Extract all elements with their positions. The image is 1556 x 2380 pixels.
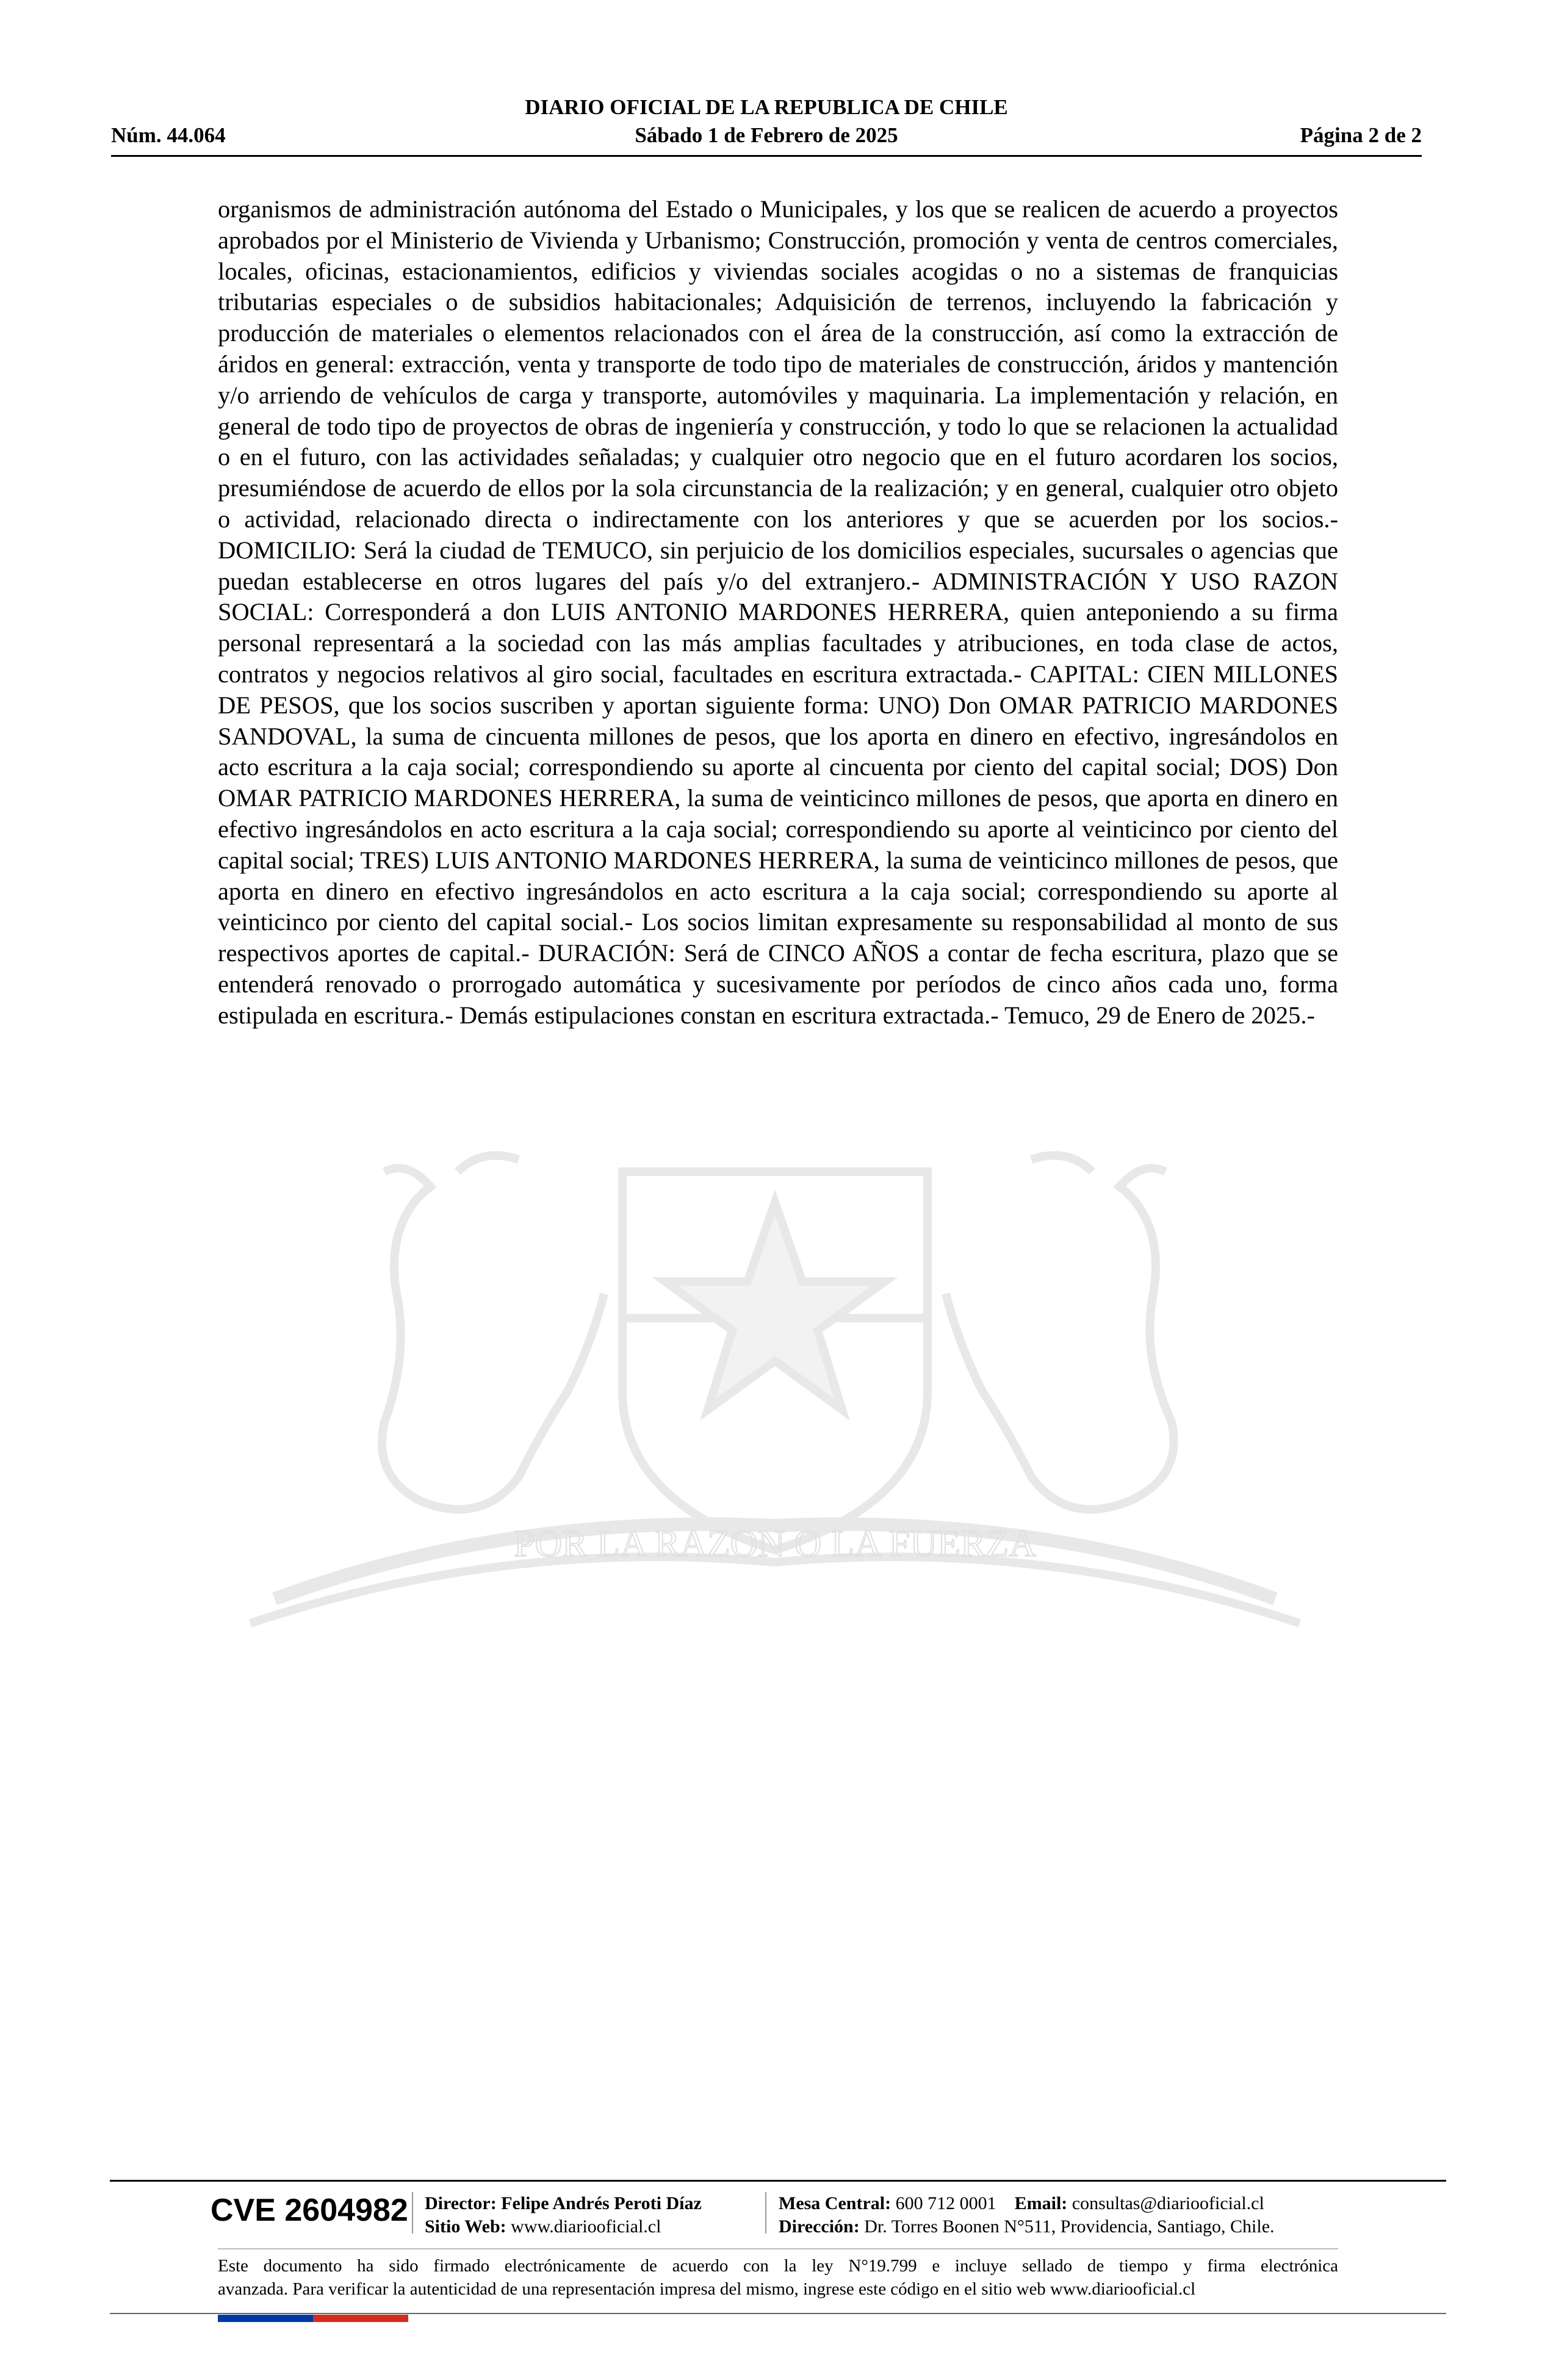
legal-line-2: avanzada. Para verificar la autenticidad de una representación impresa del mismo, ingrese este código en el sitio web www.diariooficial.cl [218, 2279, 1196, 2299]
extract-body-text: organismos de administración autónoma del Estado o Municipales, y los que se realicen de acuerdo a proyectos aprobados por el Ministerio de Vivienda y Urbanismo; Construcción, promoción y venta de centros comerciales, locales, oficinas, estacionamientos, edificios y viviendas sociales acogidas o no a sistemas de franquicias tributarias especiales o de subsidios habitacionales; Adquisición de terrenos, incluyendo la fabricación y producción de materiales o elementos relacionados con el área de la construcción, así como la extracción de áridos en general: extracción, venta y transporte de todo tipo de materiales de construcción, áridos y mantención y/o arriendo de vehículos de carga y transporte, automóviles y maquinaria. La implementación y relación, en general de todo tipo de proyectos de obras de ingeniería y construcción, y todo lo que se relacionen la actualidad o en el futuro, con las actividades señaladas; y cualquier otro negocio que en el futuro acordaren los socios, presumiéndose de acuerdo de ellos por la sola circunstancia de la realización; y en general, cualquier otro objeto o actividad, relacionado directa o indirectamente con los anteriores y que se acuerden por los socios.- DOMICILIO: Será la ciudad de TEMUCO, sin perjuicio de los domicilios especiales, sucursales o agencias que puedan establecerse en otros lugares del país y/o del extranjero.- ADMINISTRACIÓN Y USO RAZON SOCIAL: Corresponderá a don LUIS ANTONIO MARDONES HERRERA, quien anteponiendo a su firma personal representará a la sociedad con las más amplias facultades y atribuciones, en toda clase de actos, contratos y negocios relativos al giro social, facultades en escritura extractada.- CAPITAL: CIEN MILLONES DE PESOS, que los socios suscriben y aportan siguiente forma: UNO) Don OMAR PATRICIO MARDONES SANDOVAL, la suma de cincuenta millones de pesos, que los aporta en dinero en efectivo, ingresándolos en acto escritura a la caja social; correspondiendo su aporte al cincuenta por ciento del capital social; DOS) Don OMAR PATRICIO MARDONES HERRERA, la suma de veinticinco millones de pesos, que aporta en dinero en efectivo ingresándolos en acto escritura a la caja social; correspondiendo su aporte al veinticinco por ciento del capital social; TRES) LUIS ANTONIO MARDONES HERRERA, la suma de veinticinco millones de pesos, que aporta en dinero en efectivo ingresándolos en acto escritura a la caja social; correspondiendo su aporte al veinticinco por ciento del capital social.- Los socios limitan expresamente su responsabilidad al monto de sus respectivos aportes de capital.- DURACIÓN: Será de CINCO AÑOS a contar de fecha escritura, plazo que se entenderá renovado o prorrogado automática y sucesivamente por períodos de cinco años cada uno, forma estipulada en escritura.- Demás estipulaciones constan en escritura extractada.- Temuco, 29 de Enero de 2025.- [218, 195, 1338, 1029]
footer-director-block [425, 2192, 702, 2238]
footer-divider-mid [218, 2248, 1338, 2249]
flag-stripe [218, 2315, 408, 2322]
address-label: Dirección: [779, 2216, 860, 2237]
page-number: Página 2 de 2 [1300, 123, 1422, 147]
chile-coat-of-arms-icon [201, 1135, 1349, 1672]
flag-segment [313, 2315, 361, 2322]
watermark-motto: POR LA RAZON O LA FUERZA [513, 1523, 1037, 1565]
footer-divider-bottom [110, 2313, 1446, 2314]
phone-number: 600 712 0001 [895, 2193, 996, 2213]
footer-divider-top [110, 2180, 1446, 2182]
footer-separator [765, 2192, 766, 2234]
issue-number: Núm. 44.064 [111, 123, 226, 147]
address-value: Dr. Torres Boonen N°511, Providencia, Santiago, Chile. [864, 2216, 1275, 2237]
director-name: Felipe Andrés Peroti Díaz [501, 2193, 702, 2213]
flag-segment [361, 2315, 408, 2322]
newspaper-title: DIARIO OFICIAL DE LA REPUBLICA DE CHILE [525, 95, 1008, 119]
footer-separator [412, 2192, 413, 2234]
flag-segment [218, 2315, 265, 2322]
cve-code: CVE 2604982 [211, 2193, 408, 2228]
header-divider [111, 155, 1422, 157]
footer-contact-block [779, 2192, 1275, 2238]
email-address[interactable]: consultas@diariooficial.cl [1072, 2193, 1264, 2213]
legal-line-1: Este documento ha sido firmado electrónicamente de acuerdo con la ley N°19.799 e incluye sellado de tiempo y firma electrónica [218, 2256, 1338, 2276]
legal-notice [218, 2254, 1338, 2301]
email-label: Email: [1014, 2193, 1068, 2213]
director-label: Director: [425, 2193, 497, 2213]
phone-label: Mesa Central: [779, 2193, 891, 2213]
issue-date: Sábado 1 de Febrero de 2025 [635, 123, 898, 147]
site-url[interactable]: www.diariooficial.cl [511, 2216, 661, 2237]
flag-segment [265, 2315, 313, 2322]
site-label: Sitio Web: [425, 2216, 506, 2237]
page-header [111, 92, 1422, 157]
